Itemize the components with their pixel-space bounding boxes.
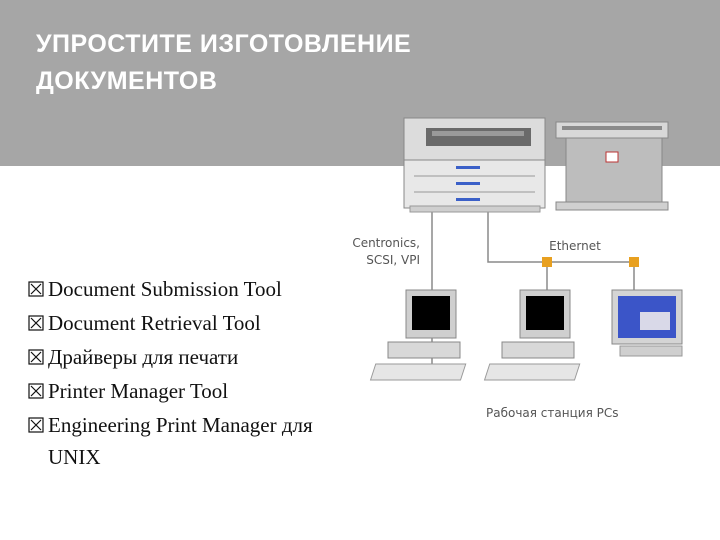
slide-title-line-2: ДОКУМЕНТОВ bbox=[36, 67, 218, 95]
list-item bbox=[28, 377, 388, 411]
x-box-bullet-icon bbox=[28, 281, 44, 297]
x-box-bullet-icon bbox=[28, 417, 44, 433]
x-box-bullet-icon bbox=[28, 349, 44, 365]
ethernet-label: Ethernet bbox=[549, 239, 601, 253]
ethernet-connector bbox=[629, 257, 639, 267]
list-item bbox=[28, 411, 388, 471]
list-item-text: Document Submission Tool bbox=[48, 277, 282, 301]
list-item bbox=[28, 275, 388, 309]
ethernet-connector bbox=[542, 257, 552, 267]
list-item bbox=[28, 343, 388, 377]
x-box-bullet-icon bbox=[28, 315, 44, 331]
list-item bbox=[28, 309, 388, 343]
list-item-text: Document Retrieval Tool bbox=[48, 311, 261, 335]
workstation-icon bbox=[485, 290, 580, 380]
list-item-text: Драйверы для печати bbox=[48, 345, 239, 369]
slide-title-line-1: УПРОСТИТЕ ИЗГОТОВЛЕНИЕ bbox=[36, 30, 412, 58]
workstations-label: Рабочая станция PCs bbox=[486, 406, 619, 420]
list-item-text: Printer Manager Tool bbox=[48, 379, 229, 403]
list-item-text: Engineering Print Manager для bbox=[48, 413, 313, 437]
feature-list bbox=[28, 275, 388, 471]
workstation-icon bbox=[612, 290, 682, 356]
x-box-bullet-icon bbox=[28, 383, 44, 399]
centronics-label bbox=[330, 236, 420, 267]
list-item-continuation: UNIX bbox=[48, 445, 101, 469]
centronics-label-line-1: Centronics, bbox=[352, 236, 420, 250]
scanner-icon bbox=[556, 122, 668, 210]
printer-icon bbox=[404, 118, 545, 212]
centronics-label-line-2: SCSI, VPI bbox=[366, 253, 420, 267]
